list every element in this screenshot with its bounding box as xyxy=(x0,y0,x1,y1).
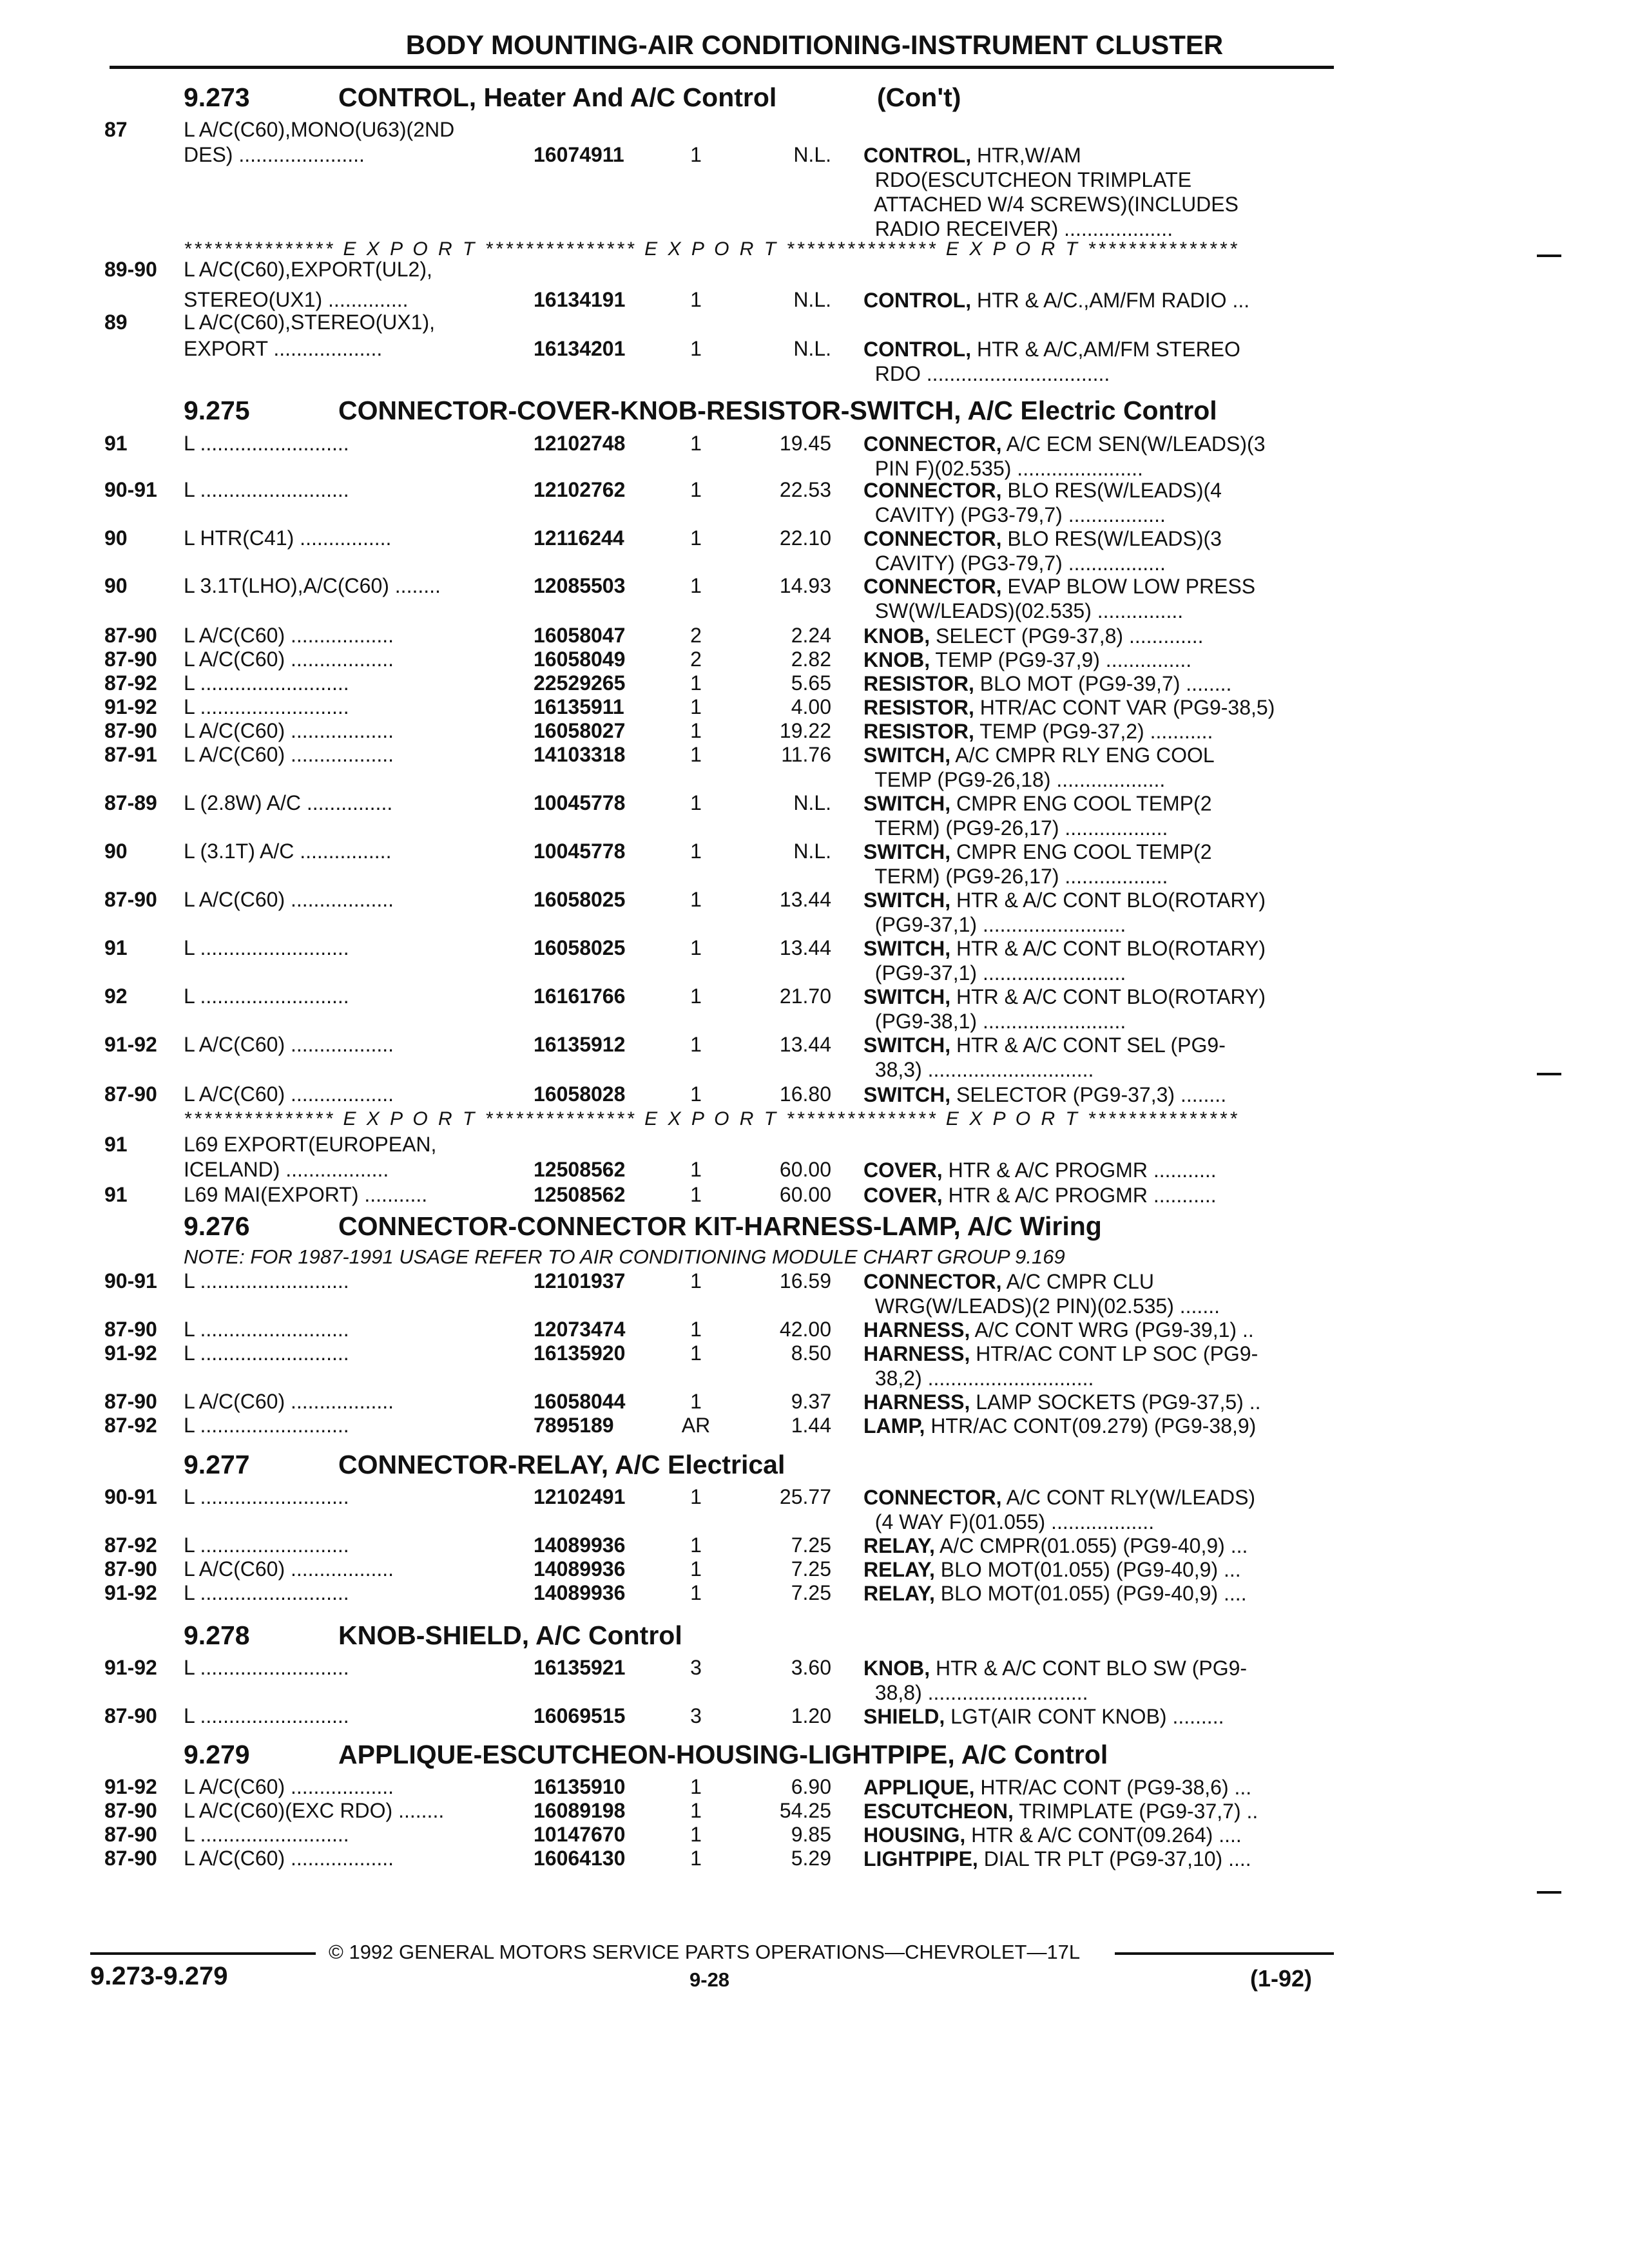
model-year: 90-91 xyxy=(104,1485,157,1508)
model-year: 87-90 xyxy=(104,648,157,671)
page-header: BODY MOUNTING-AIR CONDITIONING-INSTRUMENT CLUSTER xyxy=(405,30,1224,60)
application: L .......................... xyxy=(184,1269,349,1293)
description: KNOB, TEMP (PG9-37,9) ............... xyxy=(863,648,1192,671)
quantity: 1 xyxy=(690,1158,702,1181)
part-number: 16074911 xyxy=(534,143,624,166)
description: RESISTOR, HTR/AC CONT VAR (PG9-38,5) xyxy=(863,696,1275,719)
quantity: 1 xyxy=(690,1557,702,1581)
price: 8.50 xyxy=(791,1341,831,1365)
quantity: 3 xyxy=(690,1656,702,1679)
header-rule xyxy=(110,66,1334,69)
part-number: 12508562 xyxy=(534,1183,626,1206)
quantity: 1 xyxy=(690,1485,702,1508)
quantity: 1 xyxy=(690,888,702,911)
usage-note: NOTE: FOR 1987-1991 USAGE REFER TO AIR CONDITIONING MODULE CHART GROUP 9.169 xyxy=(184,1245,1065,1268)
quantity: 1 xyxy=(690,695,702,718)
application: L 3.1T(LHO),A/C(C60) ........ xyxy=(184,574,441,597)
quantity: 1 xyxy=(690,1082,702,1106)
price: N.L. xyxy=(793,143,831,166)
model-year: 87-90 xyxy=(104,1318,157,1341)
model-year: 87-92 xyxy=(104,1533,157,1557)
application: L .......................... xyxy=(184,1704,349,1727)
description: CONNECTOR, A/C CMPR CLU WRG(W/LEADS)(2 PIN)(02.535) ....... xyxy=(863,1270,1220,1318)
application: L .......................... xyxy=(184,1318,349,1341)
application: ICELAND) .................. xyxy=(184,1158,389,1181)
model-year: 91-92 xyxy=(104,695,157,718)
model-year: 87 xyxy=(104,118,128,141)
price: 16.80 xyxy=(779,1082,831,1106)
application: L (2.8W) A/C ............... xyxy=(184,791,393,814)
part-number: 16135920 xyxy=(534,1341,626,1365)
quantity: 1 xyxy=(690,840,702,863)
description: CONTROL, HTR & A/C,AM/FM STEREO RDO ................................ xyxy=(863,338,1240,385)
application: L .......................... xyxy=(184,1533,349,1557)
application: L A/C(C60) .................. xyxy=(184,648,394,671)
part-number: 16135911 xyxy=(534,695,624,718)
section-title: CONNECTOR-CONNECTOR KIT-HARNESS-LAMP, A/C Wiring xyxy=(338,1211,1102,1241)
part-number: 16135912 xyxy=(534,1033,626,1056)
application: L .......................... xyxy=(184,695,349,718)
quantity: 1 xyxy=(690,719,702,742)
model-year: 87-90 xyxy=(104,1799,157,1822)
description: HARNESS, LAMP SOCKETS (PG9-37,5) .. xyxy=(863,1390,1261,1414)
model-year: 87-89 xyxy=(104,791,157,814)
model-year: 92 xyxy=(104,985,128,1008)
description: HARNESS, A/C CONT WRG (PG9-39,1) .. xyxy=(863,1318,1254,1341)
price: 60.00 xyxy=(779,1183,831,1206)
price: N.L. xyxy=(793,337,831,360)
model-year: 87-90 xyxy=(104,1704,157,1727)
section-title: CONNECTOR-COVER-KNOB-RESISTOR-SWITCH, A/C Electric Control xyxy=(338,396,1217,425)
part-number: 16058047 xyxy=(534,624,626,647)
quantity: 1 xyxy=(690,1033,702,1056)
description: RESISTOR, BLO MOT (PG9-39,7) ........ xyxy=(863,672,1232,695)
quantity: 1 xyxy=(690,671,702,695)
price: 13.44 xyxy=(779,888,831,911)
application: L A/C(C60),MONO(U63)(2ND xyxy=(184,118,455,141)
description: SWITCH, HTR & A/C CONT BLO(ROTARY) (PG9-37,1) ......................... xyxy=(863,889,1266,936)
part-number: 10045778 xyxy=(534,791,626,814)
price: 22.53 xyxy=(779,478,831,501)
description: SHIELD, LGT(AIR CONT KNOB) ......... xyxy=(863,1705,1224,1728)
price: 7.25 xyxy=(791,1581,831,1604)
section-number: 9.278 xyxy=(184,1620,250,1650)
model-year: 91 xyxy=(104,936,128,959)
price: 2.24 xyxy=(791,624,831,647)
description: KNOB, SELECT (PG9-37,8) ............. xyxy=(863,624,1204,648)
price: 13.44 xyxy=(779,936,831,959)
application: L .......................... xyxy=(184,1581,349,1604)
application: L A/C(C60) .................. xyxy=(184,1775,394,1798)
part-number: 16058025 xyxy=(534,888,626,911)
price: 54.25 xyxy=(779,1799,831,1822)
model-year: 91 xyxy=(104,1183,128,1206)
description: COVER, HTR & A/C PROGMR ........... xyxy=(863,1184,1217,1207)
quantity: 1 xyxy=(690,985,702,1008)
price: 25.77 xyxy=(779,1485,831,1508)
description: SWITCH, A/C CMPR RLY ENG COOL TEMP (PG9-26,18) ................... xyxy=(863,744,1215,791)
application: STEREO(UX1) .............. xyxy=(184,288,409,311)
quantity: 1 xyxy=(690,337,702,360)
description: SWITCH, HTR & A/C CONT BLO(ROTARY) (PG9-38,1) ......................... xyxy=(863,985,1266,1033)
model-year: 91-92 xyxy=(104,1581,157,1604)
application: L A/C(C60) .................. xyxy=(184,1847,394,1870)
export-separator: *************** E X P O R T *************** E X P O R T *************** E X P O R T *************** xyxy=(184,238,1240,260)
description: APPLIQUE, HTR/AC CONT (PG9-38,6) ... xyxy=(863,1776,1252,1799)
application: L A/C(C60) .................. xyxy=(184,1033,394,1056)
part-number: 7895189 xyxy=(534,1414,614,1437)
section-title: APPLIQUE-ESCUTCHEON-HOUSING-LIGHTPIPE, A/C Control xyxy=(338,1740,1108,1769)
description: SWITCH, CMPR ENG COOL TEMP(2 TERM) (PG9-26,17) .................. xyxy=(863,792,1212,840)
part-number: 12102491 xyxy=(534,1485,626,1508)
section-number: 9.276 xyxy=(184,1211,250,1241)
quantity: 1 xyxy=(690,432,702,455)
price: 16.59 xyxy=(779,1269,831,1293)
price: 7.25 xyxy=(791,1557,831,1581)
description: HARNESS, HTR/AC CONT LP SOC (PG9- 38,2) ............................. xyxy=(863,1342,1258,1390)
quantity: AR xyxy=(681,1414,711,1437)
part-number: 12102748 xyxy=(534,432,626,455)
quantity: 1 xyxy=(690,1390,702,1413)
application: L A/C(C60) .................. xyxy=(184,1390,394,1413)
model-year: 90 xyxy=(104,526,128,550)
application: EXPORT ................... xyxy=(184,337,383,360)
part-number: 16135910 xyxy=(534,1775,626,1798)
description: COVER, HTR & A/C PROGMR ........... xyxy=(863,1158,1217,1182)
part-number: 16058044 xyxy=(534,1390,626,1413)
part-number: 14089936 xyxy=(534,1533,626,1557)
model-year: 91 xyxy=(104,432,128,455)
part-number: 14103318 xyxy=(534,743,626,766)
quantity: 1 xyxy=(690,574,702,597)
section-suffix: (Con't) xyxy=(877,82,961,112)
price: 7.25 xyxy=(791,1533,831,1557)
description: SWITCH, SELECTOR (PG9-37,3) ........ xyxy=(863,1083,1227,1106)
price: N.L. xyxy=(793,840,831,863)
model-year: 87-90 xyxy=(104,1557,157,1581)
part-number: 10147670 xyxy=(534,1823,626,1846)
quantity: 1 xyxy=(690,1183,702,1206)
description: RELAY, BLO MOT(01.055) (PG9-40,9) ... xyxy=(863,1558,1241,1581)
price: 19.22 xyxy=(779,719,831,742)
footer-rule-left xyxy=(90,1952,316,1955)
price: 4.00 xyxy=(791,695,831,718)
model-year: 87-92 xyxy=(104,671,157,695)
description: RESISTOR, TEMP (PG9-37,2) ........... xyxy=(863,720,1213,743)
application: L A/C(C60),EXPORT(UL2), xyxy=(184,258,432,281)
description: CONNECTOR, A/C CONT RLY(W/LEADS) (4 WAY F)(01.055) .................. xyxy=(863,1486,1256,1533)
revision-date: (1-92) xyxy=(1250,1965,1313,1992)
copyright-line: © 1992 GENERAL MOTORS SERVICE PARTS OPERATIONS—CHEVROLET—17L xyxy=(329,1941,1081,1963)
price: 9.85 xyxy=(791,1823,831,1846)
model-year: 91-92 xyxy=(104,1033,157,1056)
price: 9.37 xyxy=(791,1390,831,1413)
application: L A/C(C60) .................. xyxy=(184,624,394,647)
model-year: 91-92 xyxy=(104,1341,157,1365)
price: 19.45 xyxy=(779,432,831,455)
part-number: 16161766 xyxy=(534,985,626,1008)
part-number: 16134191 xyxy=(534,288,626,311)
part-number: 16058049 xyxy=(534,648,626,671)
price: 13.44 xyxy=(779,1033,831,1056)
page-number: 9-28 xyxy=(689,1968,730,1991)
quantity: 1 xyxy=(690,143,702,166)
section-number: 9.279 xyxy=(184,1740,250,1769)
margin-mark xyxy=(1537,255,1561,257)
part-number: 16089198 xyxy=(534,1799,626,1822)
part-number: 16058027 xyxy=(534,719,626,742)
application: L .......................... xyxy=(184,1414,349,1437)
description: RELAY, BLO MOT(01.055) (PG9-40,9) .... xyxy=(863,1582,1247,1605)
price: 21.70 xyxy=(779,985,831,1008)
description: CONNECTOR, BLO RES(W/LEADS)(4 CAVITY) (PG3-79,7) ................. xyxy=(863,479,1222,526)
model-year: 87-90 xyxy=(104,719,157,742)
section-number: 9.275 xyxy=(184,396,250,425)
quantity: 2 xyxy=(690,624,702,647)
description: ESCUTCHEON, TRIMPLATE (PG9-37,7) .. xyxy=(863,1800,1258,1823)
description: SWITCH, HTR & A/C CONT SEL (PG9- 38,3) ............................. xyxy=(863,1033,1226,1081)
model-year: 87-90 xyxy=(104,888,157,911)
part-number: 12116244 xyxy=(534,526,624,550)
part-number: 12101937 xyxy=(534,1269,626,1293)
description: CONTROL, HTR,W/AM RDO(ESCUTCHEON TRIMPLATE ATTACHED W/4 SCREWS)(INCLUDES RADIO RECEIVER) ................... xyxy=(863,144,1239,240)
model-year: 90-91 xyxy=(104,1269,157,1293)
part-number: 16064130 xyxy=(534,1847,626,1870)
quantity: 1 xyxy=(690,1775,702,1798)
model-year: 87-90 xyxy=(104,1082,157,1106)
price: 5.29 xyxy=(791,1847,831,1870)
application: DES) ...................... xyxy=(184,143,365,166)
section-number: 9.273 xyxy=(184,82,250,112)
price: 3.60 xyxy=(791,1656,831,1679)
quantity: 1 xyxy=(690,1341,702,1365)
quantity: 1 xyxy=(690,1847,702,1870)
application: L69 MAI(EXPORT) ........... xyxy=(184,1183,428,1206)
section-title: CONNECTOR-RELAY, A/C Electrical xyxy=(338,1450,786,1479)
quantity: 1 xyxy=(690,288,702,311)
model-year: 90-91 xyxy=(104,478,157,501)
quantity: 1 xyxy=(690,936,702,959)
price: 42.00 xyxy=(779,1318,831,1341)
application: L A/C(C60),STEREO(UX1), xyxy=(184,311,436,334)
model-year: 89-90 xyxy=(104,258,157,281)
price: 1.20 xyxy=(791,1704,831,1727)
model-year: 87-92 xyxy=(104,1414,157,1437)
application: L .......................... xyxy=(184,671,349,695)
margin-mark xyxy=(1537,1073,1561,1075)
description: CONNECTOR, EVAP BLOW LOW PRESS SW(W/LEADS)(02.535) ............... xyxy=(863,575,1256,622)
part-number: 12508562 xyxy=(534,1158,626,1181)
quantity: 2 xyxy=(690,648,702,671)
price: 11.76 xyxy=(781,743,831,766)
model-year: 87-90 xyxy=(104,624,157,647)
application: L .......................... xyxy=(184,936,349,959)
quantity: 1 xyxy=(690,743,702,766)
part-number: 16135921 xyxy=(534,1656,626,1679)
model-year: 91-92 xyxy=(104,1656,157,1679)
section-range: 9.273-9.279 xyxy=(90,1962,228,1990)
application: L A/C(C60) .................. xyxy=(184,1557,394,1581)
application: L .......................... xyxy=(184,1656,349,1679)
price: N.L. xyxy=(793,791,831,814)
export-separator: *************** E X P O R T *************** E X P O R T *************** E X P O R T *************** xyxy=(184,1108,1240,1129)
quantity: 1 xyxy=(690,791,702,814)
description: LAMP, HTR/AC CONT(09.279) (PG9-38,9) xyxy=(863,1414,1257,1437)
model-year: 87-90 xyxy=(104,1390,157,1413)
application: L .......................... xyxy=(184,1823,349,1846)
description: SWITCH, HTR & A/C CONT BLO(ROTARY) (PG9-37,1) ......................... xyxy=(863,937,1266,985)
model-year: 90 xyxy=(104,574,128,597)
part-number: 12102762 xyxy=(534,478,626,501)
quantity: 1 xyxy=(690,1533,702,1557)
description: SWITCH, CMPR ENG COOL TEMP(2 TERM) (PG9-26,17) .................. xyxy=(863,840,1212,888)
application: L (3.1T) A/C ................ xyxy=(184,840,392,863)
quantity: 3 xyxy=(690,1704,702,1727)
part-number: 16069515 xyxy=(534,1704,626,1727)
price: 6.90 xyxy=(791,1775,831,1798)
model-year: 91 xyxy=(104,1133,128,1156)
model-year: 87-90 xyxy=(104,1847,157,1870)
application: L HTR(C41) ................ xyxy=(184,526,392,550)
model-year: 90 xyxy=(104,840,128,863)
application: L A/C(C60) .................. xyxy=(184,1082,394,1106)
footer-rule-right xyxy=(1115,1952,1334,1955)
model-year: 89 xyxy=(104,311,128,334)
section-title: KNOB-SHIELD, A/C Control xyxy=(338,1620,682,1650)
margin-mark xyxy=(1537,1891,1561,1894)
quantity: 1 xyxy=(690,1581,702,1604)
application: L A/C(C60) .................. xyxy=(184,743,394,766)
application: L69 EXPORT(EUROPEAN, xyxy=(184,1133,437,1156)
description: CONNECTOR, BLO RES(W/LEADS)(3 CAVITY) (PG3-79,7) ................. xyxy=(863,527,1222,575)
price: N.L. xyxy=(793,288,831,311)
application: L A/C(C60) .................. xyxy=(184,888,394,911)
part-number: 14089936 xyxy=(534,1581,626,1604)
part-number: 16058025 xyxy=(534,936,626,959)
description: LIGHTPIPE, DIAL TR PLT (PG9-37,10) .... xyxy=(863,1847,1251,1870)
price: 2.82 xyxy=(791,648,831,671)
quantity: 1 xyxy=(690,1823,702,1846)
section-number: 9.277 xyxy=(184,1450,250,1479)
description: KNOB, HTR & A/C CONT BLO SW (PG9- 38,8) ............................ xyxy=(863,1657,1248,1704)
application: L .......................... xyxy=(184,1341,349,1365)
part-number: 12073474 xyxy=(534,1318,626,1341)
application: L .......................... xyxy=(184,1485,349,1508)
section-title: CONTROL, Heater And A/C Control xyxy=(338,82,777,112)
quantity: 1 xyxy=(690,478,702,501)
application: L .......................... xyxy=(184,478,349,501)
price: 5.65 xyxy=(791,671,831,695)
model-year: 87-91 xyxy=(104,743,157,766)
part-number: 12085503 xyxy=(534,574,626,597)
part-number: 10045778 xyxy=(534,840,626,863)
model-year: 91-92 xyxy=(104,1775,157,1798)
application: L .......................... xyxy=(184,985,349,1008)
part-number: 14089936 xyxy=(534,1557,626,1581)
description: CONTROL, HTR & A/C.,AM/FM RADIO ... xyxy=(863,289,1250,312)
application: L .......................... xyxy=(184,432,349,455)
price: 60.00 xyxy=(779,1158,831,1181)
part-number: 16134201 xyxy=(534,337,626,360)
model-year: 87-90 xyxy=(104,1823,157,1846)
quantity: 1 xyxy=(690,1318,702,1341)
price: 1.44 xyxy=(791,1414,831,1437)
description: RELAY, A/C CMPR(01.055) (PG9-40,9) ... xyxy=(863,1534,1248,1557)
application: L A/C(C60)(EXC RDO) ........ xyxy=(184,1799,445,1822)
part-number: 16058028 xyxy=(534,1082,626,1106)
application: L A/C(C60) .................. xyxy=(184,719,394,742)
price: 14.93 xyxy=(779,574,831,597)
quantity: 1 xyxy=(690,1269,702,1293)
price: 22.10 xyxy=(779,526,831,550)
description: HOUSING, HTR & A/C CONT(09.264) .... xyxy=(863,1823,1242,1847)
quantity: 1 xyxy=(690,526,702,550)
quantity: 1 xyxy=(690,1799,702,1822)
description: CONNECTOR, A/C ECM SEN(W/LEADS)(3 PIN F)(02.535) ...................... xyxy=(863,432,1266,480)
part-number: 22529265 xyxy=(534,671,626,695)
